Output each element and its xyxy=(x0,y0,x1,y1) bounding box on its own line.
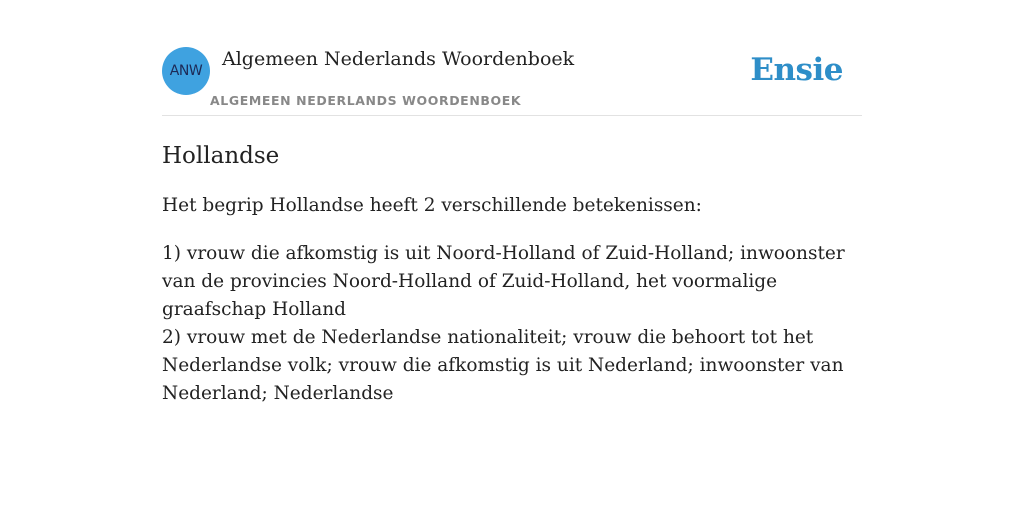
source-title[interactable]: Algemeen Nederlands Woordenboek xyxy=(222,48,575,70)
definition-item: 2) vrouw met de Nederlandse nationaliteit; vrouw die behoort tot het Nederlandse volk; vrouw die afkomstig is uit Nederland; inwoonster van Nederland; Nederlandse xyxy=(162,327,844,404)
source-header xyxy=(162,46,862,116)
definition-item: 1) vrouw die afkomstig is uit Noord-Holland of Zuid-Holland; inwoonster van de provincies Noord-Holland of Zuid-Holland, het voormalige graafschap Holland xyxy=(162,243,845,320)
source-avatar[interactable]: ANW xyxy=(162,47,210,95)
entry-title: Hollandse xyxy=(162,143,280,169)
source-subtitle: ALGEMEEN NEDERLANDS WOORDENBOEK xyxy=(210,93,522,108)
entry-intro: Het begrip Hollandse heeft 2 verschillende betekenissen: xyxy=(162,195,702,216)
brand-logo[interactable]: Ensie xyxy=(750,52,843,88)
definition-list xyxy=(162,240,862,408)
page xyxy=(162,0,862,408)
